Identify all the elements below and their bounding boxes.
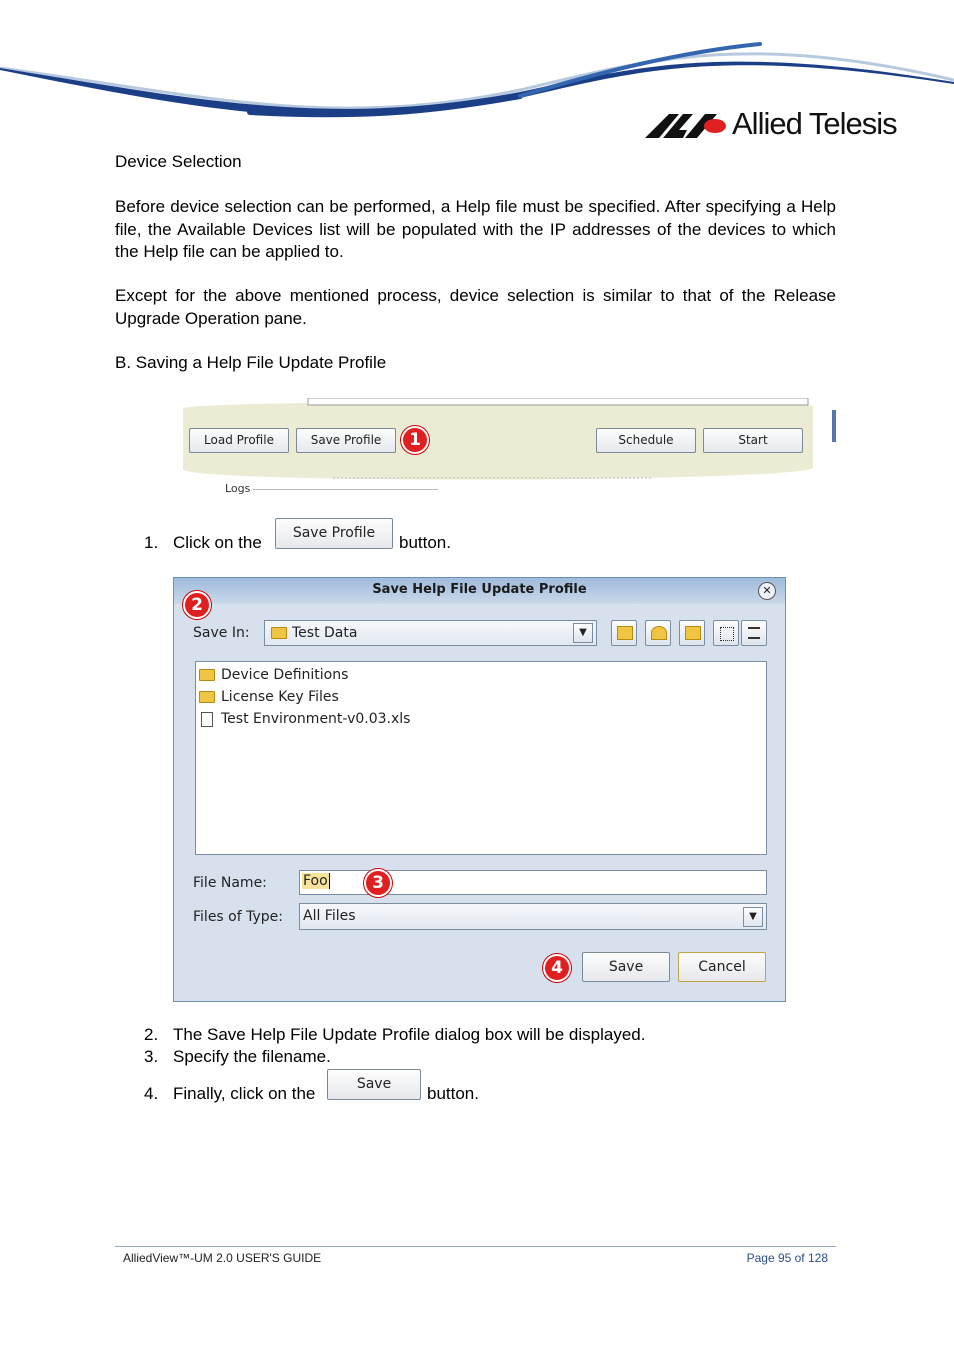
cancel-button[interactable]: Cancel: [678, 952, 766, 982]
save-in-label: Save In:: [193, 625, 250, 641]
inline-save-profile-button: Save Profile: [275, 518, 393, 549]
step-3-number: 3.: [144, 1047, 159, 1066]
load-profile-button[interactable]: Load Profile: [189, 428, 289, 453]
callout-4: 4: [543, 954, 571, 982]
list-view-icon[interactable]: [713, 620, 739, 646]
dialog-title: Save Help File Update Profile: [372, 582, 587, 597]
files-of-type-label: Files of Type:: [193, 909, 283, 925]
file-list[interactable]: [195, 661, 767, 855]
files-of-type-value: All Files: [303, 908, 356, 924]
chevron-down-icon[interactable]: ▼: [573, 623, 593, 643]
new-folder-icon[interactable]: [679, 620, 705, 646]
list-item[interactable]: [199, 686, 339, 708]
folder-icon: [199, 669, 215, 681]
paragraph-1: Before device selection can be performed, a Help file must be specified. After specifying a Help file, the Available Devices list will be populated with the IP addresses of the devices to which the Help file can be applied to.: [115, 197, 836, 261]
paragraph-2: Except for the above mentioned process, device selection is similar to that of the Release Upgrade Operation pane.: [115, 286, 836, 328]
start-button[interactable]: Start: [703, 428, 803, 453]
step-1-text: Click on the: [173, 533, 262, 552]
step-1-suffix: button.: [399, 533, 451, 552]
file-name: License Key Files: [221, 689, 339, 705]
folder-icon: [199, 691, 215, 703]
step-4-number: 4.: [144, 1084, 159, 1103]
file-name: Test Environment-v0.03.xls: [221, 711, 411, 727]
logs-label: Logs: [225, 482, 251, 495]
step-3-text: Specify the filename.: [173, 1047, 331, 1066]
close-icon[interactable]: ✕: [758, 582, 776, 600]
allied-telesis-logo-icon: [645, 112, 727, 140]
callout-1: 1: [401, 426, 429, 454]
chevron-down-icon[interactable]: ▼: [743, 907, 763, 927]
file-name-value: Foo: [303, 873, 328, 889]
up-folder-icon[interactable]: [611, 620, 637, 646]
files-of-type-select[interactable]: [299, 903, 767, 930]
details-view-icon[interactable]: [741, 620, 767, 646]
save-in-select[interactable]: [264, 620, 597, 646]
list-item[interactable]: [199, 708, 410, 730]
dialog-titlebar: [174, 578, 785, 604]
footer-guide-title: AlliedView™-UM 2.0 USER'S GUIDE: [123, 1251, 322, 1265]
file-icon: [201, 712, 213, 727]
list-item[interactable]: [199, 664, 348, 686]
step-4-text: Finally, click on the: [173, 1084, 316, 1103]
inline-save-button: Save: [327, 1069, 421, 1100]
footer-page-number: Page 95 of 128: [746, 1251, 828, 1265]
step-4-suffix: button.: [427, 1084, 479, 1103]
folder-icon: [271, 627, 287, 639]
save-in-value: Test Data: [292, 625, 358, 641]
schedule-button[interactable]: Schedule: [596, 428, 696, 453]
step-2-text: The Save Help File Update Profile dialog box will be displayed.: [173, 1025, 646, 1044]
section-heading: Device Selection: [115, 152, 242, 171]
step-2-number: 2.: [144, 1025, 159, 1044]
subsection-heading: B. Saving a Help File Update Profile: [115, 353, 387, 372]
footer-divider: [115, 1246, 836, 1247]
brand-name: Allied Telesis: [732, 106, 897, 141]
save-profile-button[interactable]: Save Profile: [296, 428, 396, 453]
home-icon[interactable]: [645, 620, 671, 646]
toolbar-screenshot: [173, 398, 838, 495]
callout-3: 3: [364, 869, 392, 897]
step-1-number: 1.: [144, 533, 159, 552]
file-name-label: File Name:: [193, 875, 267, 891]
save-dialog: [173, 577, 786, 1002]
save-button[interactable]: Save: [582, 952, 670, 982]
callout-2: 2: [183, 591, 211, 619]
file-name: Device Definitions: [221, 667, 349, 683]
